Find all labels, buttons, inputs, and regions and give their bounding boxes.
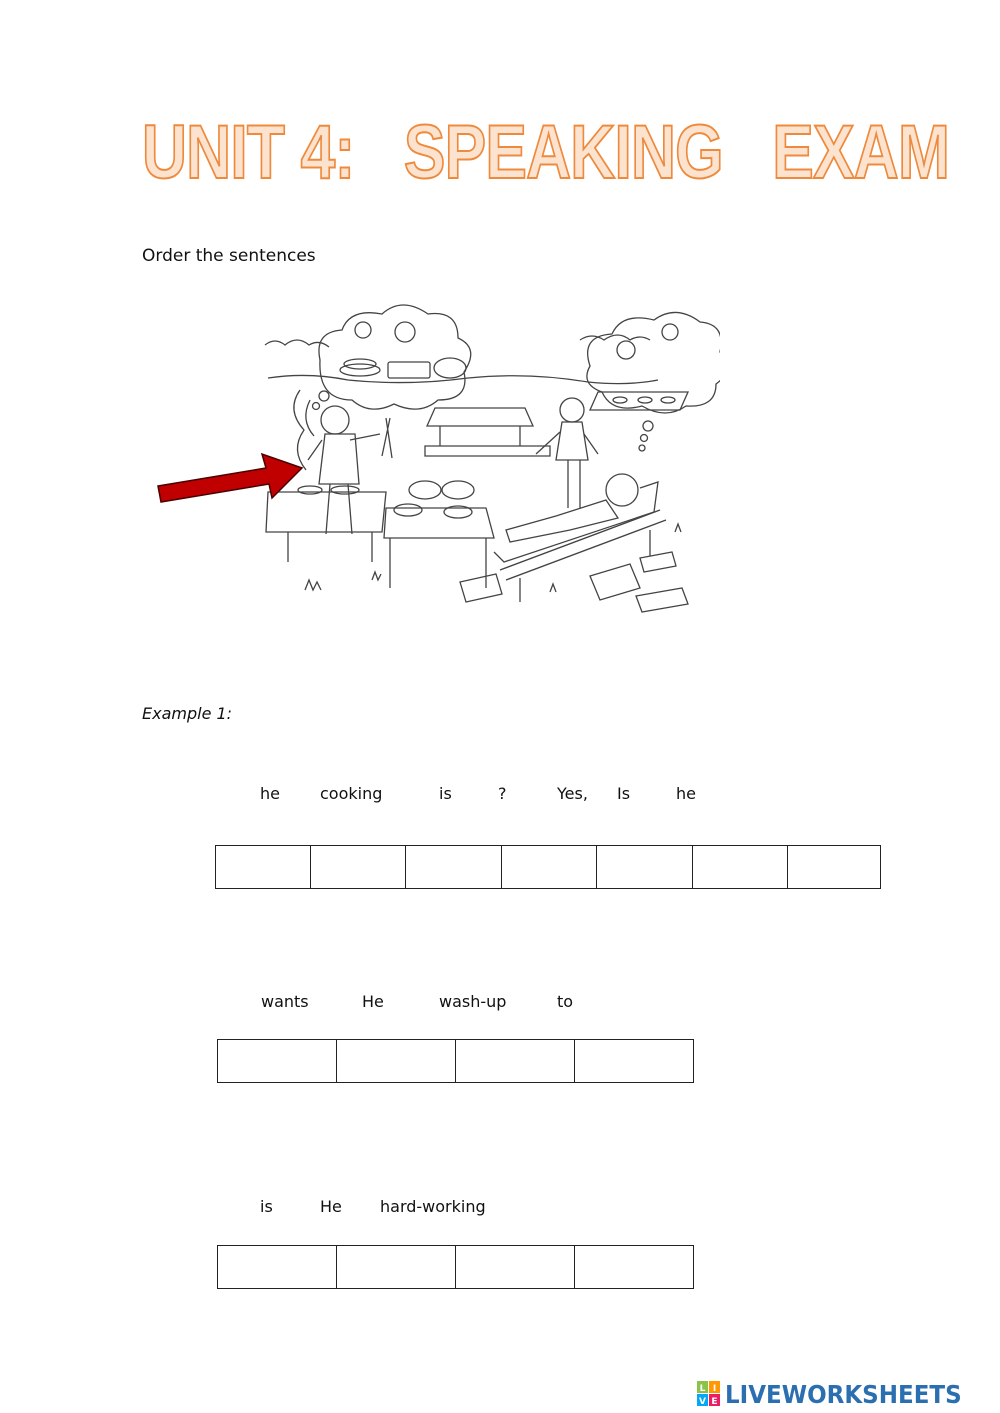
word-tile: he <box>676 784 696 803</box>
liveworksheets-logo[interactable] <box>697 1378 982 1410</box>
badge-letter: I <box>712 1384 717 1394</box>
answer-box[interactable] <box>311 845 406 889</box>
exercise-1-answer-row <box>215 845 882 889</box>
answer-box[interactable] <box>693 845 788 889</box>
red-arrow-icon <box>158 454 302 502</box>
instruction-text: Order the sentences <box>142 246 316 266</box>
badge-letter: L <box>699 1384 706 1394</box>
word-tile: cooking <box>320 784 383 803</box>
answer-box[interactable] <box>216 845 311 889</box>
word-tile: He <box>362 992 384 1011</box>
answer-box[interactable] <box>788 845 881 889</box>
answer-box[interactable] <box>575 1245 694 1289</box>
answer-box[interactable] <box>218 1245 337 1289</box>
word-tile: is <box>439 784 452 803</box>
word-tile: He <box>320 1197 342 1216</box>
answer-box[interactable] <box>502 845 597 889</box>
exercise-2-answer-row <box>217 1039 694 1083</box>
word-tile: he <box>260 784 280 803</box>
badge-letter: E <box>711 1397 718 1407</box>
word-tile: wants <box>261 992 309 1011</box>
liveworksheets-badge-icon <box>697 1381 721 1407</box>
answer-box[interactable] <box>337 1245 456 1289</box>
word-tile: ? <box>498 784 507 803</box>
answer-box[interactable] <box>218 1039 337 1083</box>
badge-letter: V <box>699 1397 706 1407</box>
answer-box[interactable] <box>575 1039 694 1083</box>
answer-box[interactable] <box>456 1039 575 1083</box>
page-title: UNIT 4: SPEAKING EXAM <box>142 110 950 195</box>
word-tile: to <box>557 992 574 1011</box>
word-tile: wash-up <box>439 992 507 1011</box>
word-tile: Yes, <box>557 784 588 803</box>
answer-box[interactable] <box>406 845 502 889</box>
word-tile: is <box>260 1197 273 1216</box>
word-tile: Is <box>617 784 631 803</box>
example-label: Example 1: <box>142 704 233 723</box>
exercise-3-answer-row <box>217 1245 694 1289</box>
answer-box[interactable] <box>597 845 693 889</box>
brand-name: LIVEWORKSHEETS <box>725 1379 962 1409</box>
answer-box[interactable] <box>456 1245 575 1289</box>
picnic-scene-illustration <box>150 300 720 640</box>
answer-box[interactable] <box>337 1039 456 1083</box>
word-tile: hard-working <box>380 1197 486 1216</box>
